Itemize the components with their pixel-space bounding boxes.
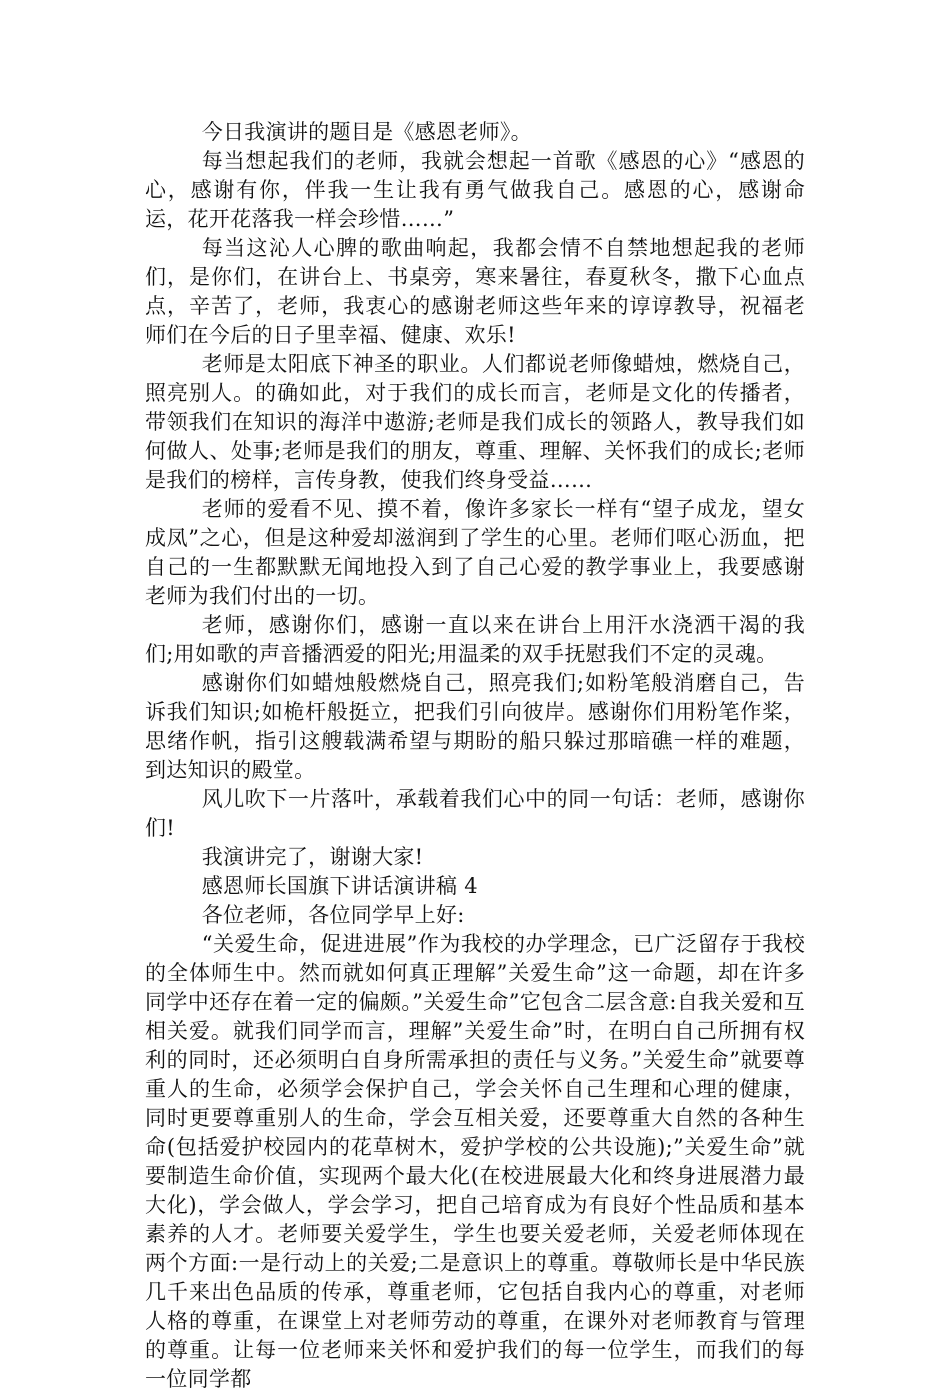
paragraph: 每当这沁人心脾的歌曲响起，我都会情不自禁地想起我的老师们，是你们，在讲台上、书桌旁，寒来暑往，春夏秋冬，撒下心血点点，辛苦了，老师，我衷心的感谢老师这些年来的谆谆教导，祝福老师们在今后的日子里幸福、健康、欢乐! xyxy=(145,236,805,347)
paragraph: 每当想起我们的老师，我就会想起一首歌《感恩的心》“感恩的心，感谢有你，伴我一生让我有勇气做我自己。感恩的心，感谢命运，花开花落我一样会珍惜……” xyxy=(145,149,805,231)
greeting: 各位老师，各位同学早上好: xyxy=(201,903,465,927)
paragraph: 风儿吹下一片落叶，承载着我们心中的同一句话：老师，感谢你们! xyxy=(145,787,805,840)
paragraph: 老师的爱看不见、摸不着，像许多家长一样有“望子成龙，望女成凤”之心，但是这种爱却滋润到了学生的心里。老师们呕心沥血，把自己的一生都默默无闻地投入到了自己心爱的教学事业上，我要感谢老师为我们付出的一切。 xyxy=(145,497,805,608)
paragraph: 感谢你们如蜡烛般燃烧自己，照亮我们;如粉笔般消磨自己，告诉我们知识;如桅杆般挺立，把我们引向彼岸。感谢你们用粉笔作桨，思绪作帆，指引这艘载满希望与期盼的船只躲过那暗礁一样的难题，到达知识的殿堂。 xyxy=(145,671,805,782)
paragraph-closing: 我演讲完了，谢谢大家! xyxy=(201,845,424,869)
document-body xyxy=(145,118,805,1394)
paragraph: 老师，感谢你们，感谢一直以来在讲台上用汗水浇洒干渴的我们;用如歌的声音播洒爱的阳光;用温柔的双手抚慰我们不定的灵魂。 xyxy=(145,613,805,666)
paragraph: “关爱生命，促进进展”作为我校的办学理念，已广泛留存于我校的全体师生中。然而就如何真正理解”关爱生命”这一命题，却在许多同学中还存在着一定的偏颇。”关爱生命”它包含二层含意:自我关爱和互相关爱。就我们同学而言，理解”关爱生命”时，在明白自己所拥有权利的同时，还必须明白自身所需承担的责任与义务。”关爱生命”就要尊重人的生命，必须学会保护自己，学会关怀自己生理和心理的健康，同时更要尊重别人的生命，学会互相关爱，还要尊重大自然的各种生命(包括爱护校园内的花草树木，爱护学校的公共设施);”关爱生命”就要制造生命价值，实现两个最大化(在校进展最大化和终身进展潜力最大化)，学会做人，学会学习，把自己培育成为有良好个性品质和基本素养的人才。老师要关爱学生，学生也要关爱老师，关爱老师体现在两个方面:一是行动上的关爱;二是意识上的尊重。尊敬师长是中华民族几千来出色品质的传承，尊重老师，它包括自我内心的尊重，对老师人格的尊重，在课堂上对老师劳动的尊重，在课外对老师教育与管理的尊重。让每一位老师来关怀和爱护我们的每一位学生，而我们的每一位同学都 xyxy=(145,932,805,1391)
section-heading: 感恩师长国旗下讲话演讲稿 4 xyxy=(201,874,478,898)
paragraph: 老师是太阳底下神圣的职业。人们都说老师像蜡烛，燃烧自己，照亮别人。的确如此，对于我们的成长而言，老师是文化的传播者，带领我们在知识的海洋中遨游;老师是我们成长的领路人，教导我们如何做人、处事;老师是我们的朋友，尊重、理解、关怀我们的成长;老师是我们的榜样，言传身教，使我们终身受益…… xyxy=(145,352,805,492)
paragraph-title-intro: 今日我演讲的题目是《感恩老师》。 xyxy=(201,120,532,144)
